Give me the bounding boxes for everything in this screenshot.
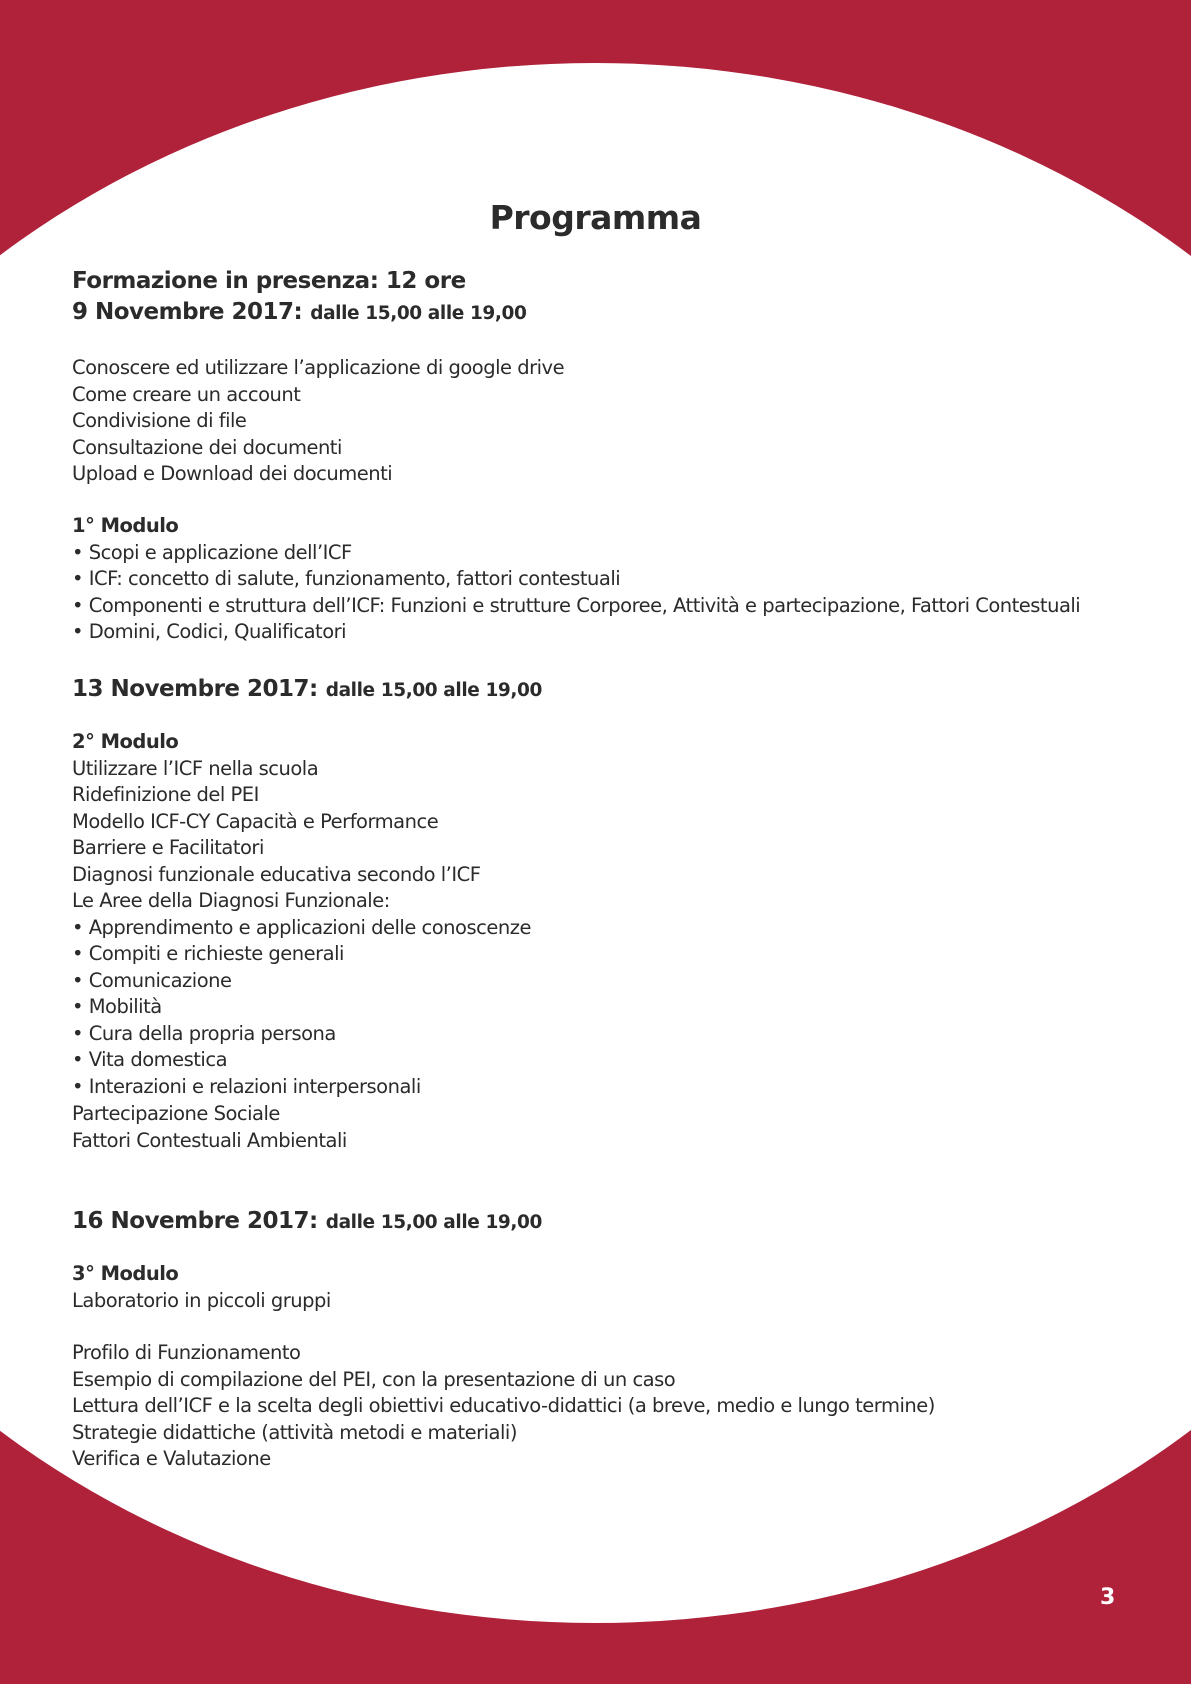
session2-heading [72,674,542,706]
module2-item: • Cura della propria persona [72,1021,336,1045]
module3-item: Profilo di Funzionamento [72,1341,301,1364]
module2-item: Modello ICF-CY Capacità e Performance [72,809,439,833]
session1-date: 9 Novembre 2017: [72,299,303,325]
module2-item: Barriere e Facilitatori [72,836,264,859]
session3-date: 16 Novembre 2017: [72,1208,318,1234]
module1-bullet: • Componenti e struttura dell’ICF: Funzioni e strutture Corporee, Attività e partecipazione, Fattori Contestuali [72,593,1081,617]
module3-item: Verifica e Valutazione [72,1447,271,1470]
intro-item: Come creare un account [72,382,301,406]
module2-item: • Apprendimento e applicazioni delle conoscenze [72,915,531,939]
module1-bullet: • Scopi e applicazione dell’ICF [72,540,352,564]
intro-section [72,266,526,329]
module2-item: • Compiti e richieste generali [72,942,344,965]
module2-title: 2° Modulo [72,730,179,753]
session1-heading [72,297,526,329]
module2-item: Le Aree della Diagnosi Funzionale: [72,889,390,912]
module1-section [72,513,1080,646]
module1-title: 1° Modulo [72,514,179,537]
module2-item: • Mobilità [72,995,162,1018]
module3-item: Lettura dell’ICF e la scelta degli obiettivi educativo-didattici (a breve, medio e lungo termine) [72,1394,935,1417]
module2-extra-item: Fattori Contestuali Ambientali [72,1128,347,1152]
module2-section [72,729,531,1100]
page-title: Programma [489,198,702,237]
intro-item: Upload e Download dei documenti [72,462,393,485]
module2-item: Ridefinizione del PEI [72,783,259,806]
intro-items [72,355,564,488]
module2-item: • Interazioni e relazioni interpersonali [72,1074,421,1098]
session1-time: dalle 15,00 alle 19,00 [310,303,527,324]
module3-item: Esempio di compilazione del PEI, con la presentazione di un caso [72,1367,676,1391]
module2-item: • Vita domestica [72,1048,228,1071]
module3-subtitle: Laboratorio in piccoli gruppi [72,1288,331,1312]
module3-items [72,1340,935,1473]
page-number: 3 [1100,1585,1116,1610]
session2-date: 13 Novembre 2017: [72,676,318,702]
module2-item: Utilizzare l’ICF nella scuola [72,756,319,780]
module3-title: 3° Modulo [72,1262,179,1285]
intro-item: Condivisione di file [72,409,247,432]
intro-heading: Formazione in presenza: 12 ore [72,268,466,294]
module2-extra [72,1101,347,1154]
intro-item: Conoscere ed utilizzare l’applicazione di google drive [72,356,565,379]
session3-heading [72,1206,542,1238]
module2-item: • Comunicazione [72,968,232,992]
session3-time: dalle 15,00 alle 19,00 [325,1212,542,1233]
intro-item: Consultazione dei documenti [72,435,342,459]
module1-bullet: • ICF: concetto di salute, funzionamento, fattori contestuali [72,567,621,590]
module1-bullet: • Domini, Codici, Qualificatori [72,620,347,643]
module2-item: Diagnosi funzionale educativa secondo l’ICF [72,862,481,886]
module2-extra-item: Partecipazione Sociale [72,1102,280,1125]
module3-item: Strategie didattiche (attività metodi e materiali) [72,1420,517,1444]
session2-time: dalle 15,00 alle 19,00 [325,680,542,701]
module3-section [72,1261,331,1314]
